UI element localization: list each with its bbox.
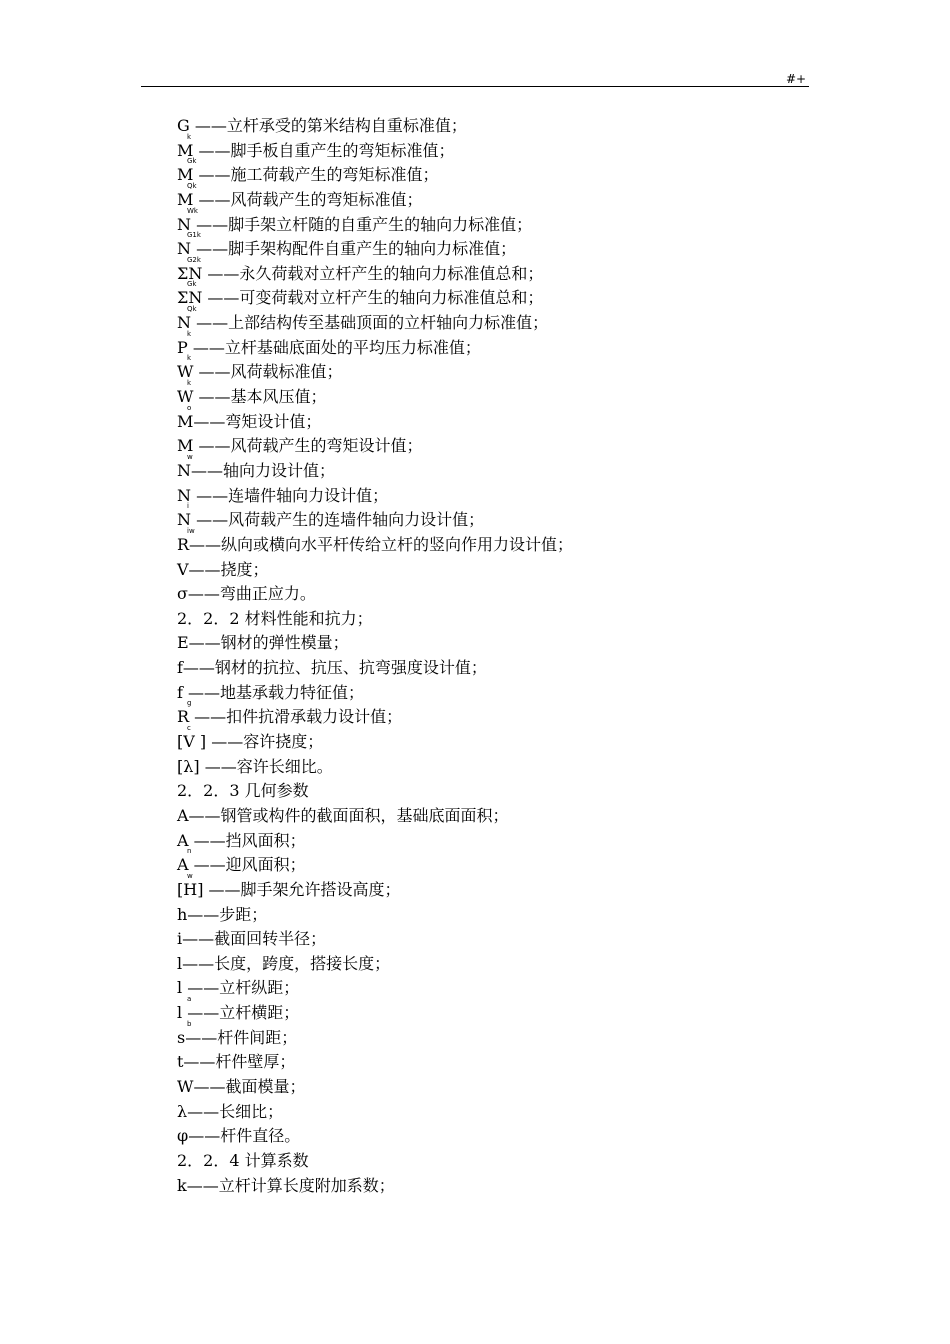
definition-line [177,132,817,164]
definition-line [177,305,817,336]
definition-text: M ——施工荷载产生的弯矩标准值； [177,165,439,185]
definition-text: R——纵向或横向水平杆传给立杆的竖向作用力设计值； [177,534,574,554]
definition-line [177,656,817,681]
definition-text: φ——杆件直径。 [177,1126,301,1146]
definition-line [177,582,817,607]
definition-line [177,502,817,533]
definition-text: M——弯矩设计值； [177,411,322,431]
symbol-subscript: w [187,871,193,880]
definition-text: ΣN ——可变荷载对立杆产生的轴向力标准值总和； [177,288,544,308]
definition-text: V——挠度； [177,559,269,579]
definition-line [177,699,817,733]
definition-text: [H] ——脚手架允许搭设高度； [177,879,401,899]
definition-line [177,1149,817,1174]
definition-text: f ——地基承载力特征值； [177,682,365,702]
symbol-subscript: a [187,995,192,1004]
definition-text: M ——风荷载产生的弯矩标准值； [177,189,423,209]
definition-text: t——杆件壁厚； [177,1052,296,1072]
definition-text: A ——挡风面积； [177,830,306,850]
definition-line [177,1124,817,1149]
symbol-subscript: Wk [187,206,198,215]
symbol-subscript: Gk [187,280,197,289]
definition-line [177,995,817,1026]
definition-text: M ——脚手板自重产生的弯矩标准值； [177,140,455,160]
symbol-subscript: Qk [187,305,197,314]
definition-text: ΣN ——永久荷载对立杆产生的轴向力标准值总和； [177,263,544,283]
definition-text: s——杆件间距； [177,1027,298,1047]
definition-line [177,206,817,238]
symbol-subscript: k [187,379,192,388]
definition-text: P ——立杆基础底面处的平均压力标准值； [177,337,481,357]
symbol-subscript: g [187,699,192,708]
symbol-subscript: c [187,724,191,733]
definition-text: A ——迎风面积； [177,855,306,875]
definition-line [177,379,817,410]
definition-text: [V ] ——容许挠度； [177,732,324,752]
definition-text: 2．2．3 几何参数 [177,781,309,801]
definition-text: σ——弯曲正应力。 [177,584,316,604]
definition-line [177,829,817,854]
symbol-subscript: G1k [187,231,201,240]
symbol-subscript: k [187,132,192,141]
symbol-subscript: o [187,403,192,412]
definition-line [177,847,817,878]
symbol-subscript: k [187,329,192,338]
definition-text: 2．2．2 材料性能和抗力； [177,608,373,628]
definition-line [177,231,817,262]
definition-line [177,871,817,903]
definition-text: W ——风荷载标准值； [177,362,343,382]
definition-line [177,255,817,287]
definition-text: l ——立杆纵距； [177,978,300,998]
definition-text: h——步距； [177,904,268,924]
definition-line [177,114,817,139]
definition-line [177,1019,817,1051]
definition-line [177,484,817,509]
symbol-subscript: k [187,354,192,363]
definition-line [177,354,817,388]
definition-line [177,976,817,1004]
definition-text: [λ] ——容许长细比。 [177,756,333,776]
definition-line [177,329,817,361]
definition-text: N ——脚手架立杆随的自重产生的轴向力标准值； [177,214,533,234]
definition-text: l——长度，跨度，搭接长度； [177,953,391,973]
definition-line [177,452,817,484]
definition-line [177,157,817,188]
definition-text: N——轴向力设计值； [177,460,336,480]
page-number: #+ [786,72,807,86]
definition-line [177,434,817,459]
definition-text: N ——连墙件轴向力设计值； [177,485,389,505]
definition-line [177,724,817,755]
definition-line [177,903,817,928]
symbol-subscript: Gk [187,157,197,166]
definition-text: R ——扣件抗滑承载力设计值； [177,707,403,727]
definition-line [177,1174,817,1199]
definition-text: W ——基本风压值； [177,387,327,407]
definition-text: N ——上部结构传至基础顶面的立杆轴向力标准值； [177,313,549,333]
definition-text: E——钢材的弹性模量； [177,633,349,653]
symbol-subscript: w [187,452,193,461]
definition-line [177,1050,817,1075]
definition-line [177,927,817,952]
definition-line [177,526,817,558]
definition-text: λ——长细比； [177,1101,284,1121]
definition-line [177,952,817,977]
definition-line [177,1100,817,1125]
definition-text: N ——风荷载产生的连墙件轴向力设计值； [177,510,485,530]
definition-text: M ——风荷载产生的弯矩设计值； [177,436,423,456]
definition-text: l ——立杆横距； [177,1003,300,1023]
definition-line [177,804,817,829]
symbol-subscript: Qk [187,181,197,190]
definition-text: i——截面回转半径； [177,929,327,949]
definition-line [177,558,817,583]
definition-text: k——立杆计算长度附加系数； [177,1175,395,1195]
definition-text: 2．2．4 计算系数 [177,1150,309,1170]
definition-line [177,181,817,213]
symbol-subscript: G2k [187,255,201,264]
definition-text: N ——脚手架构配件自重产生的轴向力标准值； [177,239,517,259]
definition-text: G ——立杆承受的第米结构自重标准值； [177,116,467,135]
symbol-subscript: n [187,847,192,856]
definition-line [177,280,817,314]
definition-line [177,681,817,706]
symbol-subscript: iw [187,526,195,535]
definition-line [177,631,817,656]
definition-text: W——截面模量； [177,1076,306,1096]
definition-line [177,755,817,780]
symbol-subscript: i [187,502,189,511]
definition-line [177,403,817,435]
definition-text: f——钢材的抗拉、抗压、抗弯强度设计值； [177,658,487,678]
definition-line [177,779,817,804]
definition-line [177,1075,817,1100]
header-rule [141,86,809,87]
symbol-definition-list [177,114,817,1198]
definition-line [177,607,817,632]
symbol-subscript: b [187,1019,192,1028]
definition-text: A——钢管或构件的截面面积，基础底面面积； [177,805,509,825]
